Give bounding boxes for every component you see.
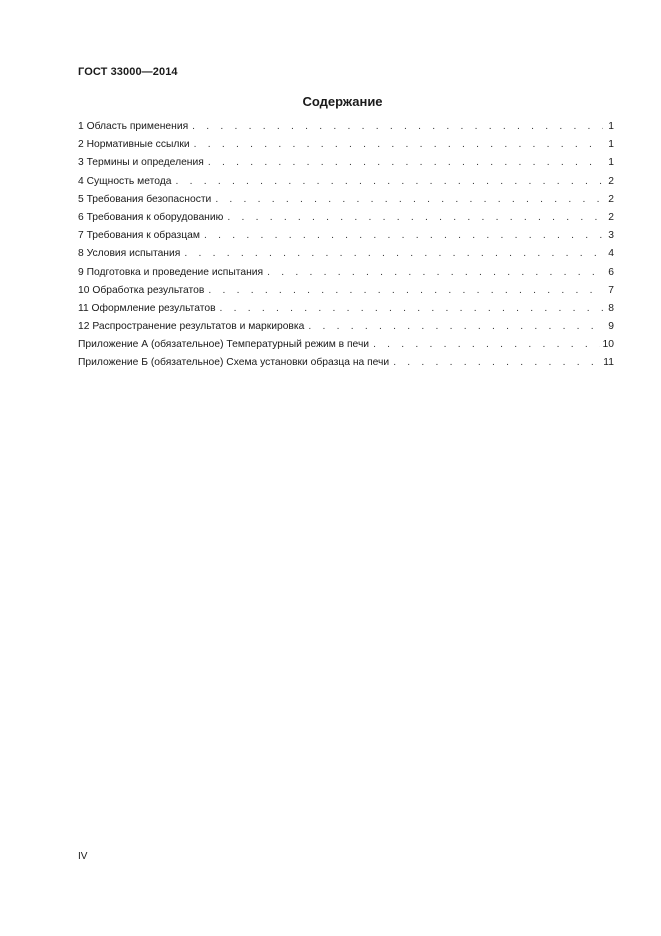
toc-entry[interactable] [78,194,614,212]
toc-entry-page: 3 [608,230,614,242]
toc-entry-appendix[interactable] [78,357,614,375]
document-code: ГОСТ 33000—2014 [78,66,178,78]
toc-entry-page: 9 [608,321,614,333]
toc-entry[interactable] [78,267,614,285]
toc-entry[interactable] [78,139,614,157]
toc-dot-leader [192,121,603,132]
toc-entry[interactable] [78,176,614,194]
toc-dot-leader [194,139,603,150]
toc-entry-text: 10 Обработка результатов [78,284,205,296]
toc-dot-leader [215,194,603,205]
toc-title: Содержание [302,94,383,109]
toc-dot-leader [393,357,600,368]
toc-entry-text: 8 Условия испытания [78,248,181,260]
toc-entry[interactable] [78,157,614,175]
toc-dot-leader [220,303,603,314]
toc-entry-text: 11 Оформление результатов [78,302,216,314]
table-of-contents [78,121,614,376]
toc-entry-text: 9 Подготовка и проведение испытания [78,266,264,278]
toc-entry-text: 7 Требования к образцам [78,230,200,242]
toc-entry-page: 10 [602,339,614,351]
toc-entry-appendix[interactable] [78,339,614,357]
toc-entry[interactable] [78,230,614,248]
toc-dot-leader [184,248,603,259]
toc-dot-leader [227,212,603,223]
toc-dot-leader [373,339,599,350]
toc-dot-leader [208,285,603,296]
toc-entry-page: 6 [608,266,614,278]
toc-entry-text: 2 Нормативные ссылки [78,139,190,151]
toc-entry-text: 5 Требования безопасности [78,193,212,205]
toc-entry-page: 11 [603,357,614,369]
toc-entry-page: 2 [608,193,614,205]
toc-entry-page: 2 [608,175,614,187]
toc-entry-text: Приложение А (обязательное) Температурный режим в печи [78,339,370,351]
toc-entry-text: Приложение Б (обязательное) Схема установки образца на печи [78,357,390,369]
toc-entry[interactable] [78,303,614,321]
toc-entry[interactable] [78,212,614,230]
toc-entry-text: 3 Термины и определения [78,157,204,169]
toc-entry-page: 4 [608,248,614,260]
toc-dot-leader [267,267,603,278]
toc-entry-text: 1 Область применения [78,121,189,132]
toc-entry[interactable] [78,321,614,339]
toc-entry[interactable] [78,121,614,139]
toc-dot-leader [208,157,603,168]
toc-entry-page: 1 [608,139,614,151]
toc-entry[interactable] [78,248,614,266]
toc-entry-page: 1 [608,157,614,169]
toc-entry-page: 7 [608,284,614,296]
toc-entry-page: 2 [608,211,614,223]
toc-entry-text: 6 Требования к оборудованию [78,211,224,223]
page-number: IV [78,851,88,862]
toc-dot-leader [175,176,603,187]
toc-entry-text: 12 Распространение результатов и маркировка [78,321,305,333]
toc-entry-text: 4 Сущность метода [78,175,172,187]
toc-dot-leader [204,230,603,241]
toc-entry-page: 8 [608,302,614,314]
toc-entry-page: 1 [608,121,614,132]
toc-entry[interactable] [78,285,614,303]
toc-dot-leader [308,321,603,332]
